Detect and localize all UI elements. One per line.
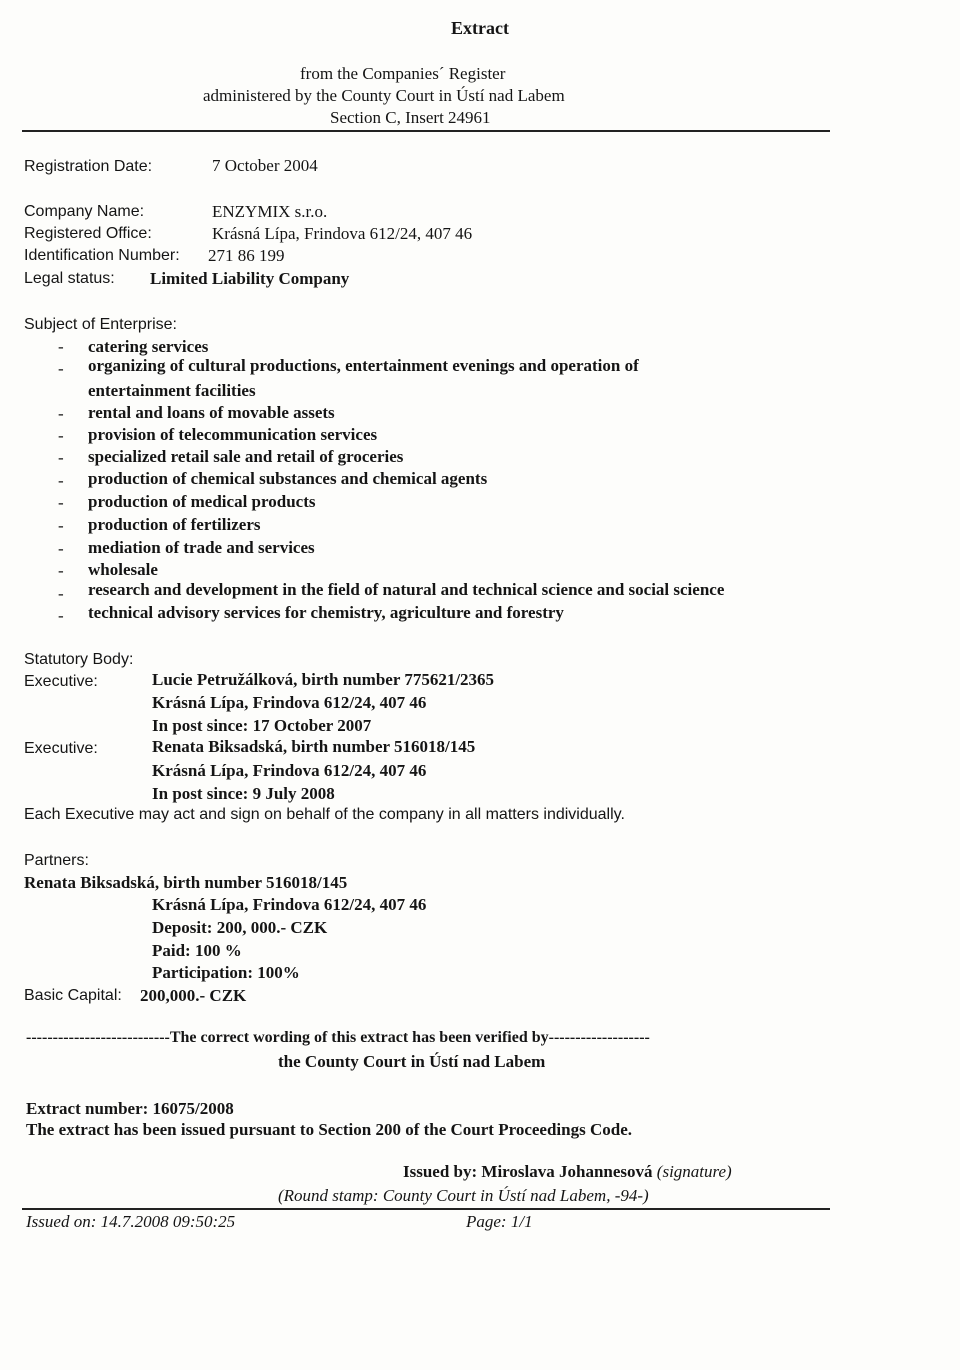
executive-2-address: Krásná Lípa, Frindova 612/24, 407 46	[152, 761, 427, 780]
basic-capital-label: Basic Capital:	[24, 987, 122, 1004]
executive-2-label: Executive:	[24, 740, 98, 757]
executive-2-name: Renata Biksadská, birth number 516018/145	[152, 737, 476, 756]
legal-status-value: Limited Liability Company	[150, 269, 350, 288]
list-item: organizing of cultural productions, entertainment evenings and operation of	[88, 356, 639, 375]
issued-on: Issued on: 14.7.2008 09:50:25	[26, 1212, 236, 1231]
executive-2-since: In post since: 9 July 2008	[152, 784, 335, 803]
list-bullet: -	[58, 337, 64, 356]
registered-office-label: Registered Office:	[24, 225, 152, 242]
round-stamp-note: (Round stamp: County Court in Ústí nad Labem, -94-)	[278, 1186, 649, 1205]
executive-1-name: Lucie Petružálková, birth number 775621/2365	[152, 670, 495, 689]
list-item: research and development in the field of natural and technical science and social science	[88, 580, 725, 599]
list-bullet: -	[58, 426, 64, 445]
list-bullet: -	[58, 359, 64, 378]
list-item: provision of telecommunication services	[88, 425, 378, 444]
document-title: Extract	[451, 18, 509, 38]
issued-by: Issued by: Miroslava Johannesová	[403, 1162, 653, 1181]
partner-paid: Paid: 100 %	[152, 941, 242, 960]
partner-name: Renata Biksadská, birth number 516018/145	[24, 873, 348, 892]
list-bullet: -	[58, 561, 64, 580]
list-item: entertainment facilities	[88, 381, 256, 400]
footer-divider	[22, 1208, 830, 1210]
list-item: specialized retail sale and retail of groceries	[88, 447, 404, 466]
company-name-value: ENZYMIX s.r.o.	[212, 202, 328, 221]
executive-1-since: In post since: 17 October 2007	[152, 716, 372, 735]
identification-number-value: 271 86 199	[208, 246, 285, 265]
list-bullet: -	[58, 471, 64, 490]
header-line-1: from the Companies´ Register	[300, 64, 506, 83]
basic-capital-value: 200,000.- CZK	[140, 986, 247, 1005]
list-bullet: -	[58, 404, 64, 423]
signature-note: (signature)	[656, 1162, 732, 1181]
header-line-2: administered by the County Court in Ústí nad Labem	[203, 86, 565, 105]
list-bullet: -	[58, 448, 64, 467]
list-item: mediation of trade and services	[88, 538, 315, 557]
signing-authority-note: Each Executive may act and sign on behalf of the company in all matters individually.	[24, 806, 625, 823]
page-number: Page: 1/1	[466, 1212, 533, 1231]
registration-date-label: Registration Date:	[24, 158, 153, 175]
verification-line: ---------------------------The correct wording of this extract has been verified by-------------------	[26, 1029, 650, 1046]
list-bullet: -	[58, 606, 64, 625]
list-item: technical advisory services for chemistry, agriculture and forestry	[88, 603, 564, 622]
list-bullet: -	[58, 493, 64, 512]
executive-1-label: Executive:	[24, 673, 98, 690]
list-item: rental and loans of movable assets	[88, 403, 335, 422]
list-bullet: -	[58, 516, 64, 535]
executive-1-address: Krásná Lípa, Frindova 612/24, 407 46	[152, 693, 427, 712]
list-item: production of chemical substances and chemical agents	[88, 469, 488, 488]
issued-pursuant-text: The extract has been issued pursuant to Section 200 of the Court Proceedings Code.	[26, 1120, 633, 1139]
legal-status-label: Legal status:	[24, 270, 115, 287]
subject-label: Subject of Enterprise:	[24, 316, 177, 333]
list-item: wholesale	[88, 560, 158, 579]
statutory-body-label: Statutory Body:	[24, 651, 134, 668]
header-divider	[22, 130, 830, 132]
header-line-3: Section C, Insert 24961	[330, 108, 491, 127]
verification-court: the County Court in Ústí nad Labem	[278, 1052, 546, 1071]
list-item: production of fertilizers	[88, 515, 261, 534]
list-bullet: -	[58, 584, 64, 603]
partner-participation: Participation: 100%	[152, 963, 300, 982]
partner-deposit: Deposit: 200, 000.- CZK	[152, 918, 328, 937]
registered-office-value: Krásná Lípa, Frindova 612/24, 407 46	[212, 224, 473, 243]
partners-label: Partners:	[24, 852, 89, 869]
extract-number: Extract number: 16075/2008	[26, 1099, 234, 1118]
list-item: production of medical products	[88, 492, 316, 511]
list-item: catering services	[88, 337, 209, 356]
company-name-label: Company Name:	[24, 203, 145, 220]
registration-date-value: 7 October 2004	[212, 156, 318, 175]
partner-address: Krásná Lípa, Frindova 612/24, 407 46	[152, 895, 427, 914]
identification-number-label: Identification Number:	[24, 247, 180, 264]
list-bullet: -	[58, 539, 64, 558]
